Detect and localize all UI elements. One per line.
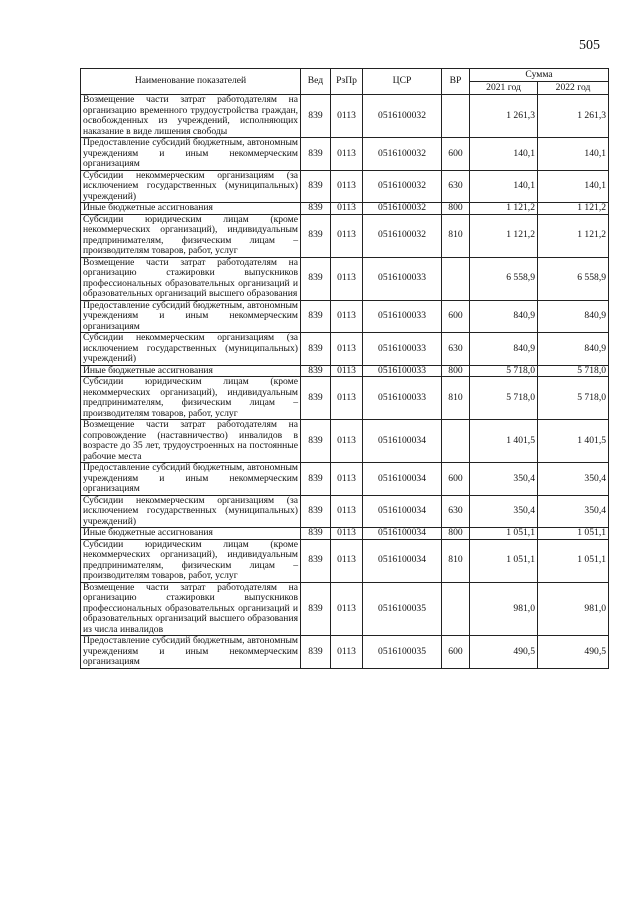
row-rzpr: 0113 xyxy=(331,257,363,300)
row-ved: 839 xyxy=(301,300,331,333)
row-csr: 0516100034 xyxy=(363,495,442,528)
row-name: Субсидии юридическим лицам (кроме некоммерческих организаций), индивидуальным предпринимателям, физическим лицам – производителям товаров, работ, услуг xyxy=(81,214,301,257)
row-sum-2022: 490,5 xyxy=(538,636,609,669)
row-sum-2021: 5 718,0 xyxy=(470,365,538,377)
row-name: Предоставление субсидий бюджетным, автономным учреждениям и иным некоммерческим организациям xyxy=(81,463,301,496)
table-row xyxy=(81,138,609,171)
row-name: Иные бюджетные ассигнования xyxy=(81,528,301,540)
header-2021: 2021 год xyxy=(470,82,538,95)
row-vr: 600 xyxy=(442,636,470,669)
row-rzpr: 0113 xyxy=(331,528,363,540)
row-sum-2021: 981,0 xyxy=(470,582,538,636)
row-vr: 800 xyxy=(442,365,470,377)
row-rzpr: 0113 xyxy=(331,636,363,669)
row-csr: 0516100033 xyxy=(363,300,442,333)
row-sum-2022: 1 051,1 xyxy=(538,539,609,582)
row-rzpr: 0113 xyxy=(331,377,363,420)
header-2022: 2022 год xyxy=(538,82,609,95)
table-row xyxy=(81,377,609,420)
table-row xyxy=(81,528,609,540)
row-rzpr: 0113 xyxy=(331,463,363,496)
header-rzpr: РзПр xyxy=(331,69,363,95)
row-sum-2021: 6 558,9 xyxy=(470,257,538,300)
header-csr: ЦСР xyxy=(363,69,442,95)
header-ved: Вед xyxy=(301,69,331,95)
table-row xyxy=(81,420,609,463)
page-number: 505 xyxy=(579,38,600,53)
row-sum-2022: 840,9 xyxy=(538,333,609,366)
row-csr: 0516100033 xyxy=(363,257,442,300)
table-row xyxy=(81,214,609,257)
row-ved: 839 xyxy=(301,539,331,582)
row-ved: 839 xyxy=(301,528,331,540)
table-row xyxy=(81,582,609,636)
row-csr: 0516100032 xyxy=(363,214,442,257)
row-sum-2021: 350,4 xyxy=(470,495,538,528)
row-rzpr: 0113 xyxy=(331,420,363,463)
row-csr: 0516100035 xyxy=(363,636,442,669)
row-rzpr: 0113 xyxy=(331,170,363,203)
row-vr: 600 xyxy=(442,463,470,496)
row-ved: 839 xyxy=(301,257,331,300)
header-name: Наименование показателей xyxy=(81,69,301,95)
table-body xyxy=(81,95,609,669)
row-sum-2021: 840,9 xyxy=(470,300,538,333)
table-row xyxy=(81,539,609,582)
row-vr: 630 xyxy=(442,495,470,528)
row-sum-2021: 490,5 xyxy=(470,636,538,669)
row-ved: 839 xyxy=(301,495,331,528)
table-row xyxy=(81,495,609,528)
row-rzpr: 0113 xyxy=(331,214,363,257)
row-vr xyxy=(442,582,470,636)
row-ved: 839 xyxy=(301,463,331,496)
row-sum-2022: 140,1 xyxy=(538,138,609,171)
row-csr: 0516100035 xyxy=(363,582,442,636)
row-sum-2021: 350,4 xyxy=(470,463,538,496)
row-ved: 839 xyxy=(301,95,331,138)
row-sum-2022: 1 121,2 xyxy=(538,203,609,215)
row-ved: 839 xyxy=(301,333,331,366)
row-rzpr: 0113 xyxy=(331,203,363,215)
row-name: Предоставление субсидий бюджетным, автономным учреждениям и иным некоммерческим организациям xyxy=(81,300,301,333)
row-name: Возмещение части затрат работодателям на организацию временного трудоустройства граждан, освобожденных из учреждений, исполняющих наказание в виде лишения свободы xyxy=(81,95,301,138)
table-row xyxy=(81,203,609,215)
budget-table xyxy=(80,68,609,669)
row-name: Возмещение части затрат работодателям на организацию стажировки выпускников профессиональных образовательных организаций и образовательных организаций высшего образования из числа инвалидов xyxy=(81,582,301,636)
row-sum-2022: 6 558,9 xyxy=(538,257,609,300)
row-vr: 600 xyxy=(442,300,470,333)
row-ved: 839 xyxy=(301,377,331,420)
row-sum-2021: 5 718,0 xyxy=(470,377,538,420)
row-csr: 0516100032 xyxy=(363,95,442,138)
table-row xyxy=(81,636,609,669)
row-vr: 800 xyxy=(442,203,470,215)
row-ved: 839 xyxy=(301,365,331,377)
row-sum-2021: 1 401,5 xyxy=(470,420,538,463)
table-header xyxy=(81,69,609,95)
table-row xyxy=(81,300,609,333)
row-sum-2021: 1 261,3 xyxy=(470,95,538,138)
row-vr xyxy=(442,420,470,463)
row-sum-2022: 1 401,5 xyxy=(538,420,609,463)
row-csr: 0516100033 xyxy=(363,377,442,420)
row-vr xyxy=(442,95,470,138)
row-sum-2022: 1 121,2 xyxy=(538,214,609,257)
row-name: Возмещение части затрат работодателям на организацию стажировки выпускников профессиональных образовательных организаций и образовательных организаций высшего образования xyxy=(81,257,301,300)
table-row xyxy=(81,95,609,138)
row-rzpr: 0113 xyxy=(331,365,363,377)
header-sum: Сумма xyxy=(470,69,609,82)
row-ved: 839 xyxy=(301,582,331,636)
row-ved: 839 xyxy=(301,170,331,203)
table-row xyxy=(81,333,609,366)
row-vr: 600 xyxy=(442,138,470,171)
row-sum-2022: 981,0 xyxy=(538,582,609,636)
row-rzpr: 0113 xyxy=(331,95,363,138)
row-name: Субсидии некоммерческим организациям (за исключением государственных (муниципальных) учреждений) xyxy=(81,495,301,528)
row-sum-2021: 1 121,2 xyxy=(470,203,538,215)
row-rzpr: 0113 xyxy=(331,300,363,333)
row-sum-2021: 840,9 xyxy=(470,333,538,366)
row-rzpr: 0113 xyxy=(331,582,363,636)
row-sum-2021: 140,1 xyxy=(470,170,538,203)
row-csr: 0516100034 xyxy=(363,420,442,463)
row-sum-2022: 840,9 xyxy=(538,300,609,333)
row-sum-2022: 350,4 xyxy=(538,463,609,496)
row-csr: 0516100032 xyxy=(363,170,442,203)
row-name: Субсидии некоммерческим организациям (за исключением государственных (муниципальных) учреждений) xyxy=(81,170,301,203)
row-csr: 0516100034 xyxy=(363,539,442,582)
row-name: Субсидии юридическим лицам (кроме некоммерческих организаций), индивидуальным предпринимателям, физическим лицам – производителям товаров, работ, услуг xyxy=(81,377,301,420)
row-vr: 810 xyxy=(442,214,470,257)
row-rzpr: 0113 xyxy=(331,138,363,171)
row-csr: 0516100032 xyxy=(363,138,442,171)
row-sum-2021: 1 121,2 xyxy=(470,214,538,257)
row-name: Предоставление субсидий бюджетным, автономным учреждениям и иным некоммерческим организациям xyxy=(81,636,301,669)
row-name: Иные бюджетные ассигнования xyxy=(81,365,301,377)
row-rzpr: 0113 xyxy=(331,539,363,582)
table-row xyxy=(81,463,609,496)
row-vr xyxy=(442,257,470,300)
row-name: Предоставление субсидий бюджетным, автономным учреждениям и иным некоммерческим организациям xyxy=(81,138,301,171)
row-ved: 839 xyxy=(301,420,331,463)
row-sum-2021: 140,1 xyxy=(470,138,538,171)
row-sum-2022: 1 261,3 xyxy=(538,95,609,138)
row-vr: 630 xyxy=(442,333,470,366)
row-vr: 810 xyxy=(442,539,470,582)
row-sum-2022: 350,4 xyxy=(538,495,609,528)
row-ved: 839 xyxy=(301,214,331,257)
row-ved: 839 xyxy=(301,203,331,215)
row-csr: 0516100034 xyxy=(363,463,442,496)
row-sum-2022: 140,1 xyxy=(538,170,609,203)
row-csr: 0516100033 xyxy=(363,365,442,377)
row-name: Субсидии некоммерческим организациям (за исключением государственных (муниципальных) учреждений) xyxy=(81,333,301,366)
row-vr: 630 xyxy=(442,170,470,203)
row-sum-2022: 5 718,0 xyxy=(538,365,609,377)
row-sum-2022: 5 718,0 xyxy=(538,377,609,420)
row-sum-2022: 1 051,1 xyxy=(538,528,609,540)
table-row xyxy=(81,365,609,377)
row-ved: 839 xyxy=(301,138,331,171)
row-vr: 800 xyxy=(442,528,470,540)
row-rzpr: 0113 xyxy=(331,333,363,366)
table-row xyxy=(81,170,609,203)
row-csr: 0516100034 xyxy=(363,528,442,540)
row-rzpr: 0113 xyxy=(331,495,363,528)
row-csr: 0516100032 xyxy=(363,203,442,215)
row-name: Иные бюджетные ассигнования xyxy=(81,203,301,215)
header-vr: ВР xyxy=(442,69,470,95)
row-csr: 0516100033 xyxy=(363,333,442,366)
row-name: Субсидии юридическим лицам (кроме некоммерческих организаций), индивидуальным предпринимателям, физическим лицам – производителям товаров, работ, услуг xyxy=(81,539,301,582)
row-sum-2021: 1 051,1 xyxy=(470,539,538,582)
row-name: Возмещение части затрат работодателям на сопровождение (наставничество) инвалидов в возрасте до 35 лет, трудоустроенных на постоянные рабочие места xyxy=(81,420,301,463)
row-ved: 839 xyxy=(301,636,331,669)
row-sum-2021: 1 051,1 xyxy=(470,528,538,540)
table-row xyxy=(81,257,609,300)
row-vr: 810 xyxy=(442,377,470,420)
